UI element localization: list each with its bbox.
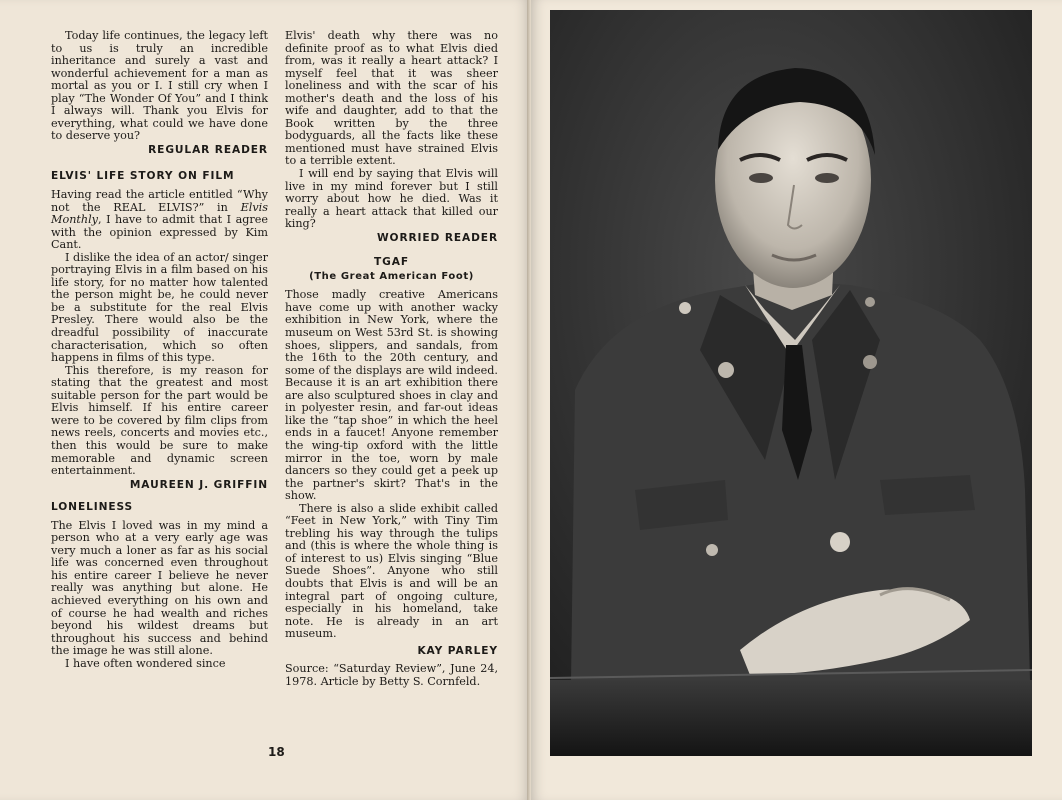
- article-2-heading: ELVIS' LIFE STORY ON FILM: [51, 170, 235, 183]
- article-3-heading: LONELINESS: [51, 501, 134, 514]
- article-2-p1-before: Having read the article entitled “Why not the REAL ELVIS?” in: [51, 188, 268, 214]
- article-2-signature: MAUREEN J. GRIFFIN: [129, 478, 268, 491]
- text-column-2: [285, 30, 498, 688]
- article-4-source: Source: “Saturday Review”, June 24, 1978. Article by Betty S. Cornfeld.: [285, 662, 498, 688]
- article-2-paragraph-2: I dislike the idea of an actor/ singer portraying Elvis in a film based on his life story, for no matter how talented the person might be, he could never be a substitute for the real Elvis Presley. There would also be the dreadful possibility of inaccurate characterisation, which so often happens in films of this type.: [51, 250, 268, 365]
- magazine-title-italic: Elvis Monthly: [51, 200, 268, 227]
- article-3-paragraph-3: Elvis' death why there was no definite proof as to what Elvis died from, was it really a heart attack? I myself feel that it was sheer loneliness and with the scar of his mother's death and the loss of his wife and daughter, add to that the Book written by the three bodyguards, all the facts like these mentioned must have strained Elvis to a terrible extent.: [285, 29, 498, 168]
- page-gutter: [527, 0, 531, 800]
- article-3-signature: WORRIED READER: [376, 231, 498, 244]
- article-2-paragraph-1: [51, 189, 268, 252]
- article-4-signature: KAY PARLEY: [417, 644, 498, 657]
- collar-insignia-right: [863, 355, 877, 369]
- page-number: 18: [268, 745, 285, 759]
- article-2-paragraph-3: This therefore, is my reason for stating that the greatest and most suitable person for the part would be Elvis himself. If his entire career were to be covered by film clips from news reels, concerts and movies etc., then this would be sure to make memorable and dynamic screen entertainment.: [51, 363, 268, 478]
- article-4-paragraph-1: Those madly creative Americans have come up with another wacky exhibition in New York, where the museum on West 53rd St. is showing shoes, slippers, and sandals, from the 16th to the 20th century, and some of the displays are wild indeed. Because it is an art exhibition there are also sculptured shoes in clay and in polyester resin, and far-out ideas like the “tap shoe” in which the heel ends in a faucet! Anyone remember the wing-tip oxford with the little mirror in the toe, worn by male dancers so they could get a peek up the partner's skirt? That's in the show.: [285, 288, 498, 503]
- article-4-heading: TGAF: [374, 256, 409, 269]
- jacket-button: [830, 532, 850, 552]
- article-1-signature: REGULAR READER: [148, 143, 268, 156]
- article-4-subheading: (The Great American Foot): [309, 270, 474, 282]
- portrait-photo-icon: [550, 10, 1032, 756]
- collar-insignia-left: [718, 362, 734, 378]
- article-4-paragraph-2: There is also a slide exhibit called “Feet in New York,” with Tiny Tim trebling his way through the tulips and (this is where the whole thing is of interest to us) Elvis singing “Blue Suede Shoes”. Anyone who still doubts that Elvis is and will be an integral part of ongoing culture, especially in his homeland, take note. He is already in an art museum.: [285, 501, 498, 641]
- article-2-p1-after: , I have to admit that I agree with the opinion expressed by Kim Cant.: [51, 213, 268, 252]
- article-3-paragraph-4: I will end by saying that Elvis will live in my mind forever but I still worry about how he died. Was it really a heart attack that killed our king?: [285, 167, 498, 231]
- table: [550, 680, 1032, 756]
- portrait-photo: [550, 10, 1032, 756]
- article-3-paragraph-2: I have often wondered since: [65, 656, 226, 670]
- text-column-1: [51, 30, 268, 670]
- article-3-paragraph-1: The Elvis I loved was in my mind a person who at a very early age was very much a loner as far as his social life was concerned even throughout his entire career I believe he never really was anything but alone. He achieved everything on his own and of course he had wealth and riches beyond his wildest dreams but throughout his success and behind the image he was still alone.: [51, 518, 268, 658]
- article-1-paragraph-1: Today life continues, the legacy left to us is truly an incredible inheritance and surely a vast and wonderful achievement for a man as mortal as you or I. I still cry when I play “The Wonder Of You” and I think I always will. Thank you Elvis for everything, what could we have done to deserve you?: [51, 29, 268, 143]
